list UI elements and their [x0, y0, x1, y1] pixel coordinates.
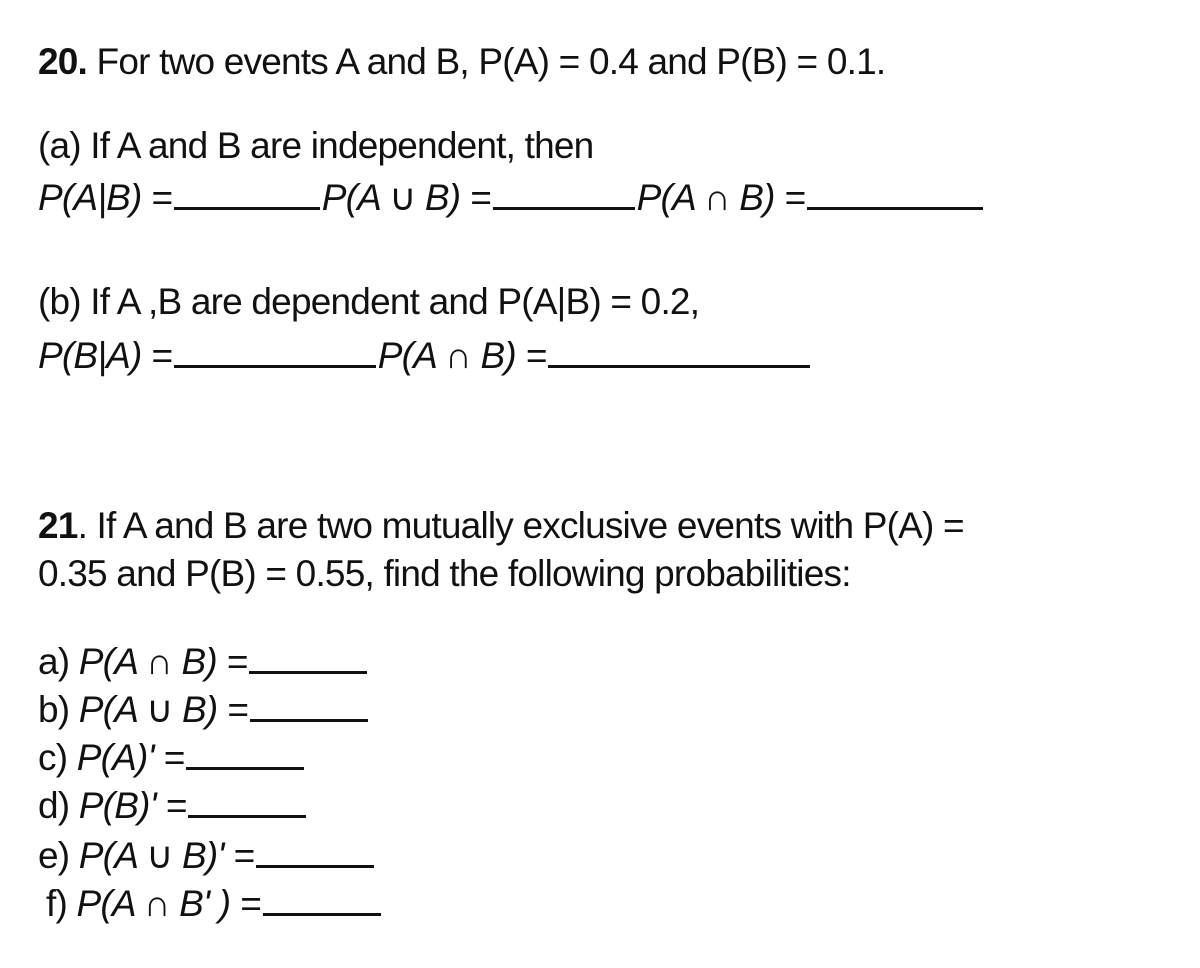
q21e-blank[interactable] [256, 835, 374, 868]
q21-stem-1: . If A and B are two mutually exclusive events with P(A) = [77, 505, 964, 546]
q20a-intro: (a) If A and B are independent, then [38, 125, 594, 166]
q21-stem-2: 0.35 and P(B) = 0.55, find the following probabilities: [38, 553, 851, 594]
q20a-blank-3[interactable] [807, 177, 983, 210]
q20a-expr-union: P(A ∪ B) = [321, 177, 491, 218]
q20-stem-line [38, 40, 885, 84]
q20b-blank-1[interactable] [174, 335, 376, 368]
q21-item-f: f) P(A ∩ B' ) = [46, 882, 383, 926]
q20b-expr-intersection: P(A ∩ B) = [377, 335, 547, 376]
q21-item-d: d) P(B)' = [38, 784, 308, 828]
q21-item-e: e) P(A ∪ B)' = [38, 834, 376, 878]
q20b-answers [38, 334, 812, 378]
q20b-expr-conditional: P(B|A) = [38, 335, 172, 376]
q20b-blank-2[interactable] [548, 335, 810, 368]
q20-stem: For two events A and B, P(A) = 0.4 and P(B) = 0.1. [96, 41, 886, 82]
q20a-expr-intersection: P(A ∩ B) = [636, 177, 805, 218]
q20b-intro: (b) If A ,B are dependent and P(A|B) = 0.2, [38, 281, 700, 322]
q20a-expr-conditional: P(A|B) = [38, 177, 172, 218]
q21d-blank[interactable] [188, 785, 306, 818]
q21-number: 21 [38, 505, 78, 546]
q21b-blank[interactable] [250, 689, 368, 722]
q21-stem-line-1 [38, 504, 964, 548]
q20a-answers [38, 176, 985, 220]
q21-stem-line-2 [38, 552, 851, 596]
q20a-blank-1[interactable] [174, 177, 320, 210]
q21-item-a: a) P(A ∩ B) = [38, 640, 369, 684]
q21-item-b: b) P(A ∪ B) = [38, 688, 370, 732]
q21c-blank[interactable] [186, 737, 304, 770]
q21a-blank[interactable] [249, 641, 367, 674]
q20a-blank-2[interactable] [493, 177, 635, 210]
q21-item-c: c) P(A)' = [38, 736, 306, 780]
q20-number: 20. [38, 41, 88, 82]
q21f-blank[interactable] [263, 883, 381, 916]
